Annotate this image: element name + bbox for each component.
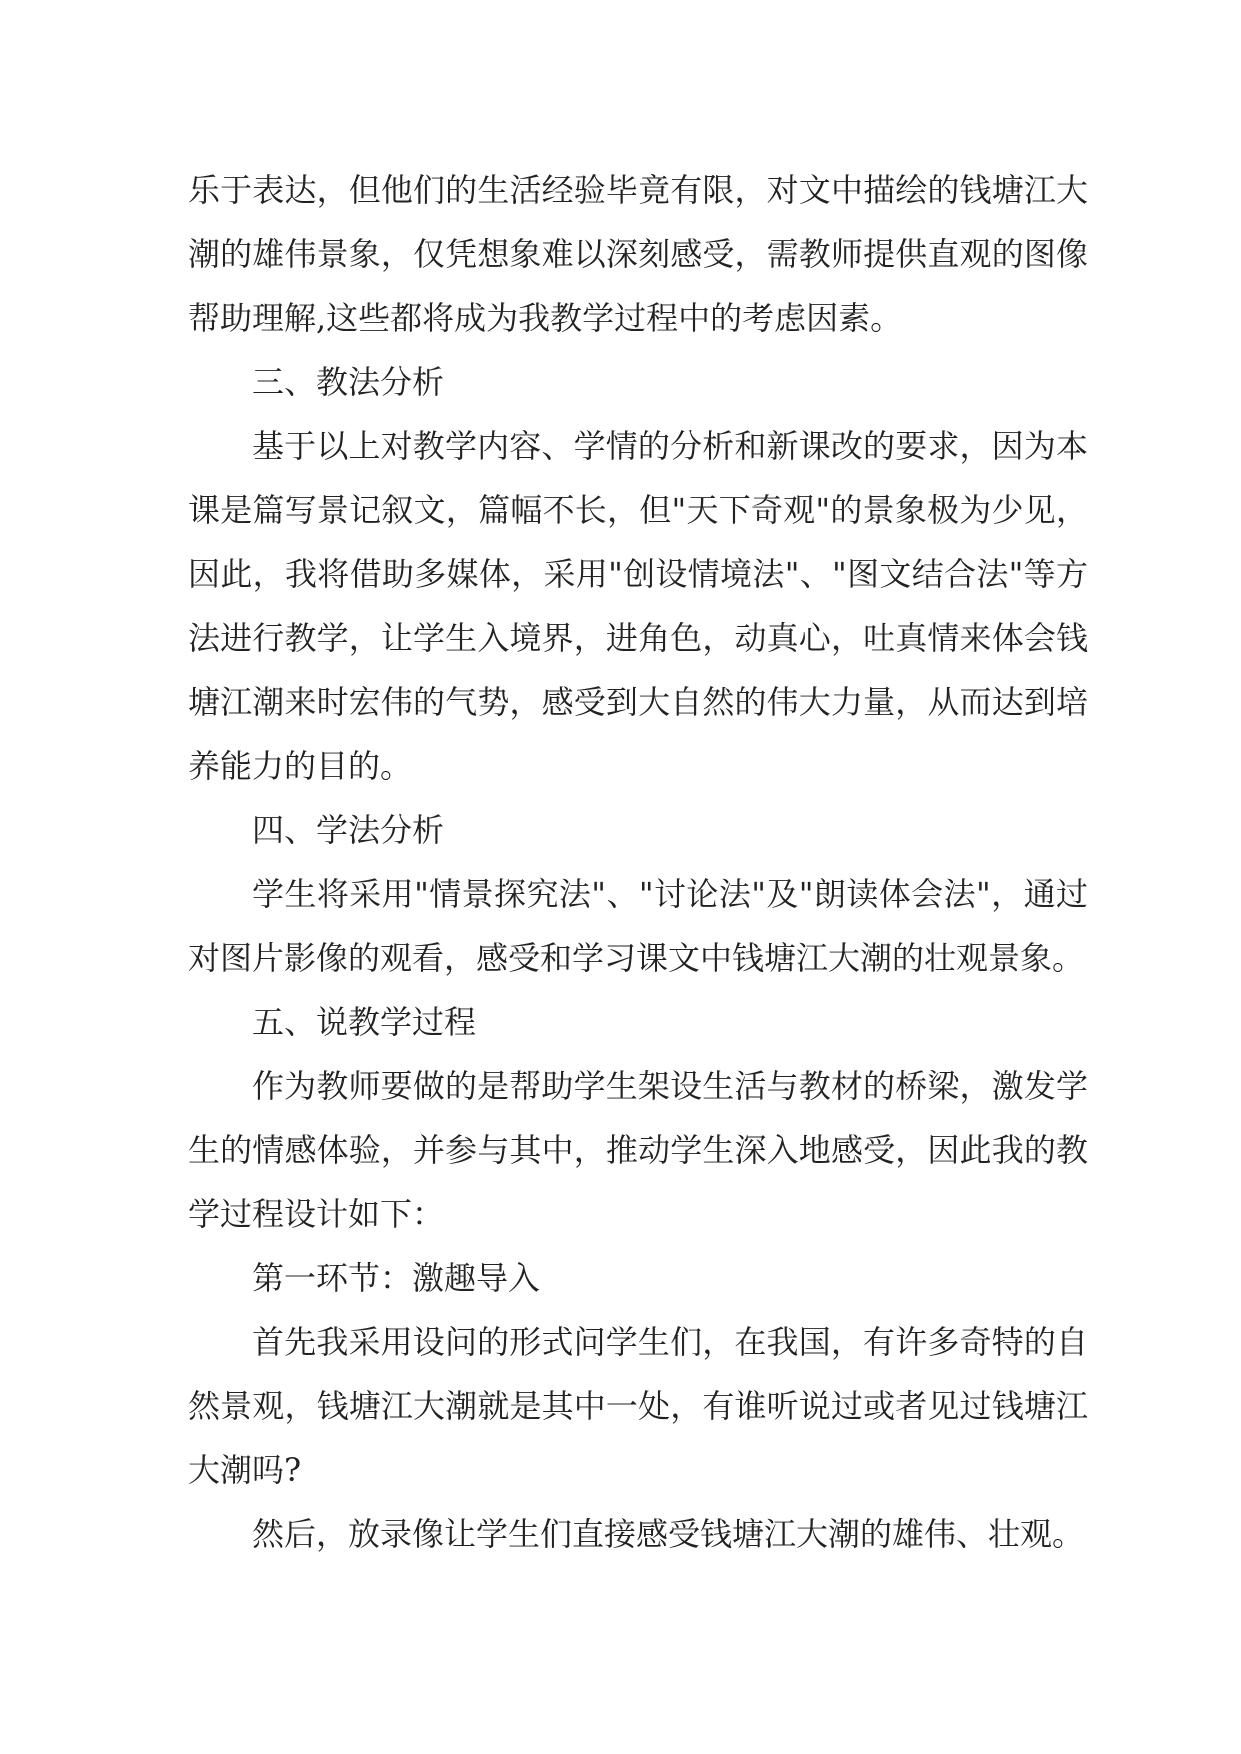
paragraph-continued: 乐于表达，但他们的生活经验毕竟有限，对文中描绘的钱塘江大潮的雄伟景象，仅凭想象难以深刻感受，需教师提供直观的图像帮助理解,这些都将成为我教学过程中的考虑因素。 — [188, 171, 1088, 337]
paragraph-teaching-method: 基于以上对教学内容、学情的分析和新课改的要求，因为本课是篇写景记叙文，篇幅不长，但"天下奇观"的景象极为少见，因此，我将借助多媒体，采用"创设情境法"、"图文结合法"等方法进行教学，让学生入境界，进角色，动真心，吐真情来体会钱塘江潮来时宏伟的气势，感受到大自然的伟大力量，从而达到培养能力的目的。 — [188, 427, 1088, 785]
paragraph-step-one-question: 首先我采用设问的形式问学生们，在我国，有许多奇特的自然景观，钱塘江大潮就是其中一处，有谁听说过或者见过钱塘江大潮吗? — [188, 1323, 1088, 1489]
subsection-heading-step-one: 第一环节：激趣导入 — [252, 1259, 541, 1297]
paragraph-step-one-video: 然后，放录像让学生们直接感受钱塘江大潮的雄伟、壮观。 — [252, 1515, 1085, 1553]
document-body — [188, 158, 1088, 1566]
section-heading-teaching-process: 五、说教学过程 — [252, 1003, 477, 1041]
section-heading-learning-method: 四、学法分析 — [252, 811, 445, 849]
paragraph-teaching-process: 作为教师要做的是帮助学生架设生活与教材的桥梁，激发学生的情感体验，并参与其中，推动学生深入地感受，因此我的教学过程设计如下： — [188, 1067, 1088, 1233]
section-heading-teaching-method: 三、教法分析 — [252, 363, 445, 401]
paragraph-learning-method: 学生将采用"情景探究法"、"讨论法"及"朗读体会法"，通过对图片影像的观看，感受和学习课文中钱塘江大潮的壮观景象。 — [188, 875, 1088, 977]
